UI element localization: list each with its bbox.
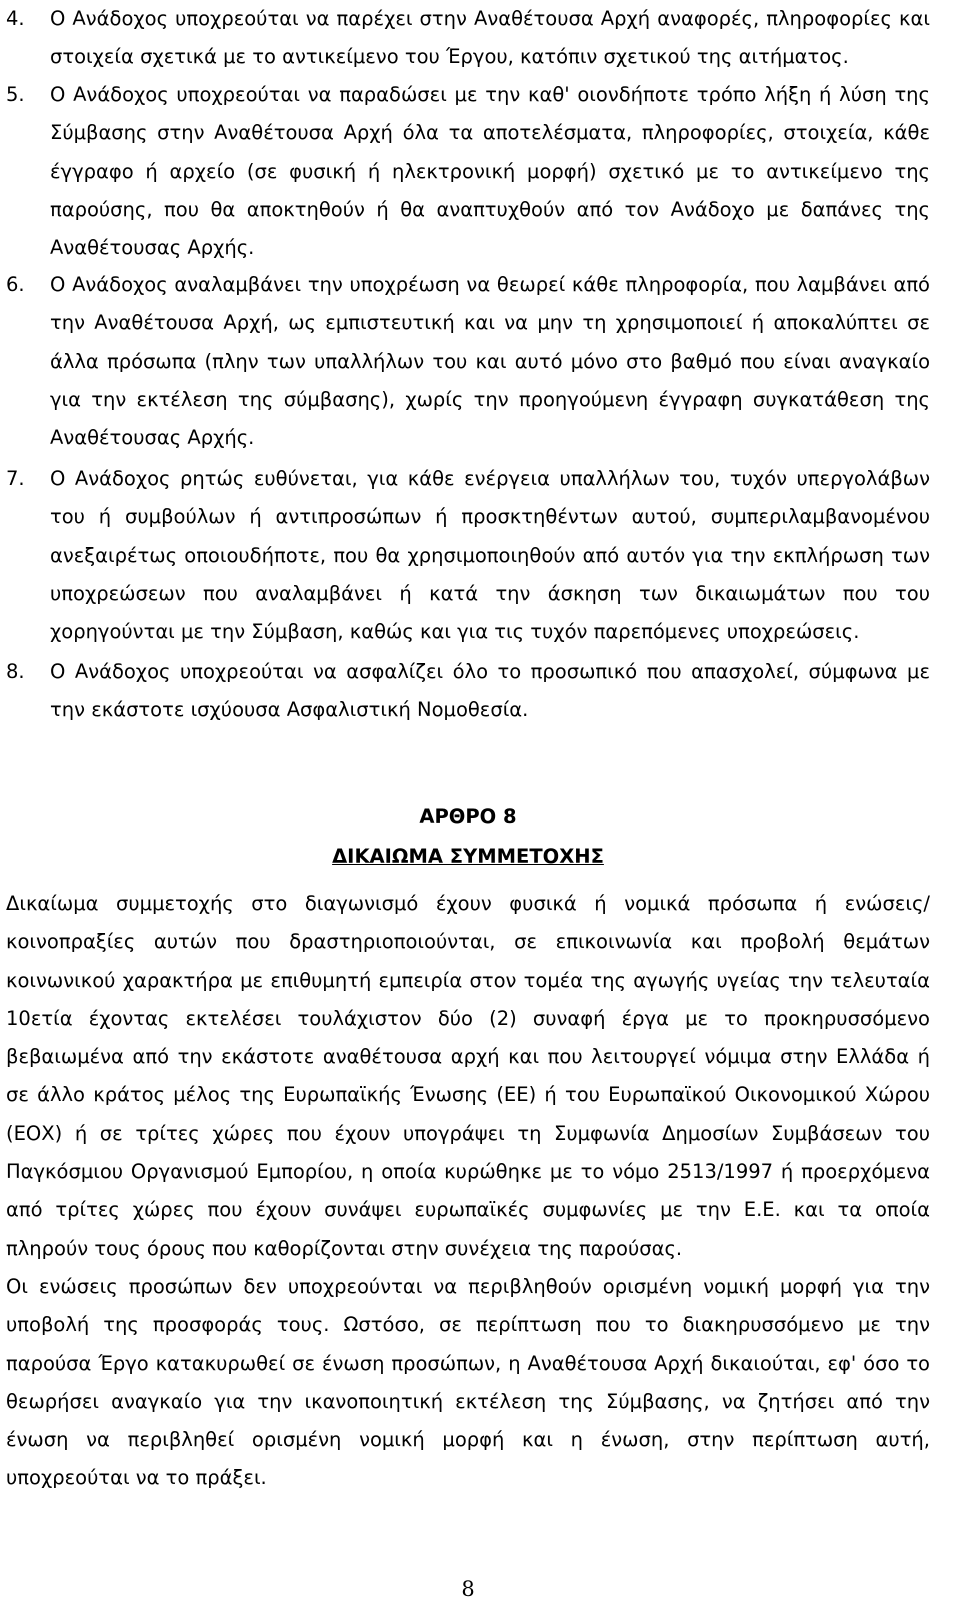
list-item-text: Ο Ανάδοχος ρητώς ευθύνεται, για κάθε ενέργεια υπαλλήλων του, τυχόν υπεργολάβων του ή συμβούλων ή αντιπροσώπων ή προσκτηθέντων αυτού, συμπεριλαμβανομένου ανεξαιρέτως οποιουδήποτε, που θα χρησιμοποιηθούν από αυτόν για την εκπλήρωση των υποχρεώσεων που αναλαμβάνει ή κατά την άσκηση των δικαιωμάτων που του χορηγούνται με την Σύμβαση, καθώς και για τις τυχόν παρεπόμενες υποχρεώσεις. — [50, 467, 930, 644]
paragraph-eligibility: Δικαίωμα συμμετοχής στο διαγωνισμό έχουν φυσικά ή νομικά πρόσωπα ή ενώσεις/κοινοπραξίες αυτών που δραστηριοποιούνται, σε επικοινωνία και προβολή θεμάτων κοινωνικού χαρακτήρα με επιθυμητή εμπειρία στον τομέα της αγωγής υγείας την τελευταία 10ετία έχοντας εκτελέσει τουλάχιστον δύο (2) συναφή έργα με το προκηρυσσόμενο βεβαιωμένα από την εκάστοτε αναθέτουσα αρχή και που λειτουργεί νόμιμα στην Ελλάδα ή σε άλλο κράτος μέλος της Ευρωπαϊκής Ένωσης (ΕΕ) ή του Ευρωπαϊκού Οικονομικού Χώρου (ΕΟΧ) ή σε τρίτες χώρες που έχουν υπογράψει τη Συμφωνία Δημοσίων Συμβάσεων του Παγκόσμιου Οργανισμού Εμπορίου, η οποία κυρώθηκε με το νόμο 2513/1997 ή προερχόμενα από τρίτες χώρες που έχουν συνάψει ευρωπαϊκές συμφωνίες με την Ε.Ε. και τα οποία πληρούν τους όρους που καθορίζονται στην συνέχεια της παρούσας. — [6, 892, 930, 1260]
list-item-5 — [6, 76, 930, 267]
list-item-text: Ο Ανάδοχος υποχρεούται να ασφαλίζει όλο το προσωπικό που απασχολεί, σύμφωνα με την εκάστοτε ισχύουσα Ασφαλιστική Νομοθεσία. — [50, 660, 930, 722]
list-item-4 — [6, 0, 930, 77]
list-item-text: Ο Ανάδοχος αναλαμβάνει την υποχρέωση να θεωρεί κάθε πληροφορία, που λαμβάνει από την Αναθέτουσα Αρχή, ως εμπιστευτική και να μην τη χρησιμοποιεί ή αποκαλύπτει σε άλλα πρόσωπα (πλην των υπαλλήλων του και αυτό μόνο στο βαθμό που είναι αναγκαίο για την εκτέλεση της σύμβασης), χωρίς την προηγούμενη έγγραφη συγκατάθεση της Αναθέτουσας Αρχής. — [50, 273, 930, 450]
list-item-number: 4. — [6, 7, 25, 30]
article-number: ΑΡΘΡΟ 8 — [419, 805, 517, 828]
list-item-7 — [6, 460, 930, 651]
list-item-number: 8. — [6, 660, 25, 683]
list-item-number: 5. — [6, 83, 25, 106]
list-item-6 — [6, 266, 930, 457]
list-item-number: 6. — [6, 273, 25, 296]
list-item-text: Ο Ανάδοχος υποχρεούται να παραδώσει με την καθ' οιονδήποτε τρόπο λήξη ή λύση της Σύμβασης στην Αναθέτουσα Αρχή όλα τα αποτελέσματα, πληροφορίες, στοιχεία, κάθε έγγραφο ή αρχείο (σε φυσική ή ηλεκτρονική μορφή) σχετικό με το αντικείμενο της παρούσης, που θα αποκτηθούν ή θα αναπτυχθούν από τον Ανάδοχο με δαπάνες της Αναθέτουσας Αρχής. — [50, 83, 930, 260]
article-title-text: ΔΙΚΑΙΩΜΑ ΣΥΜΜΕΤΟΧΗΣ — [332, 845, 604, 868]
page-number: 8 — [461, 1577, 475, 1601]
list-item-8 — [6, 653, 930, 730]
paragraph-consortia: Οι ενώσεις προσώπων δεν υποχρεούνται να περιβληθούν ορισμένη νομική μορφή για την υποβολή της προσφοράς τους. Ωστόσο, σε περίπτωση που το διακηρυσσόμενο με την παρούσα Έργο κατακυρωθεί σε ένωση προσώπων, η Αναθέτουσα Αρχή δικαιούται, εφ' όσο το θεωρήσει αναγκαίο για την ικανοποιητική εκτέλεση της Σύμβασης, να ζητήσει από την ένωση να περιβληθεί ορισμένη νομική μορφή και η ένωση, στην περίπτωση αυτή, υποχρεούται να το πράξει. — [6, 1275, 930, 1490]
article-title — [0, 838, 936, 876]
list-item-text: Ο Ανάδοχος υποχρεούται να παρέχει στην Αναθέτουσα Αρχή αναφορές, πληροφορίες και στοιχεία σχετικά με το αντικείμενο του Έργου, κατόπιν σχετικού της αιτήματος. — [50, 7, 930, 69]
list-item-number: 7. — [6, 467, 25, 490]
